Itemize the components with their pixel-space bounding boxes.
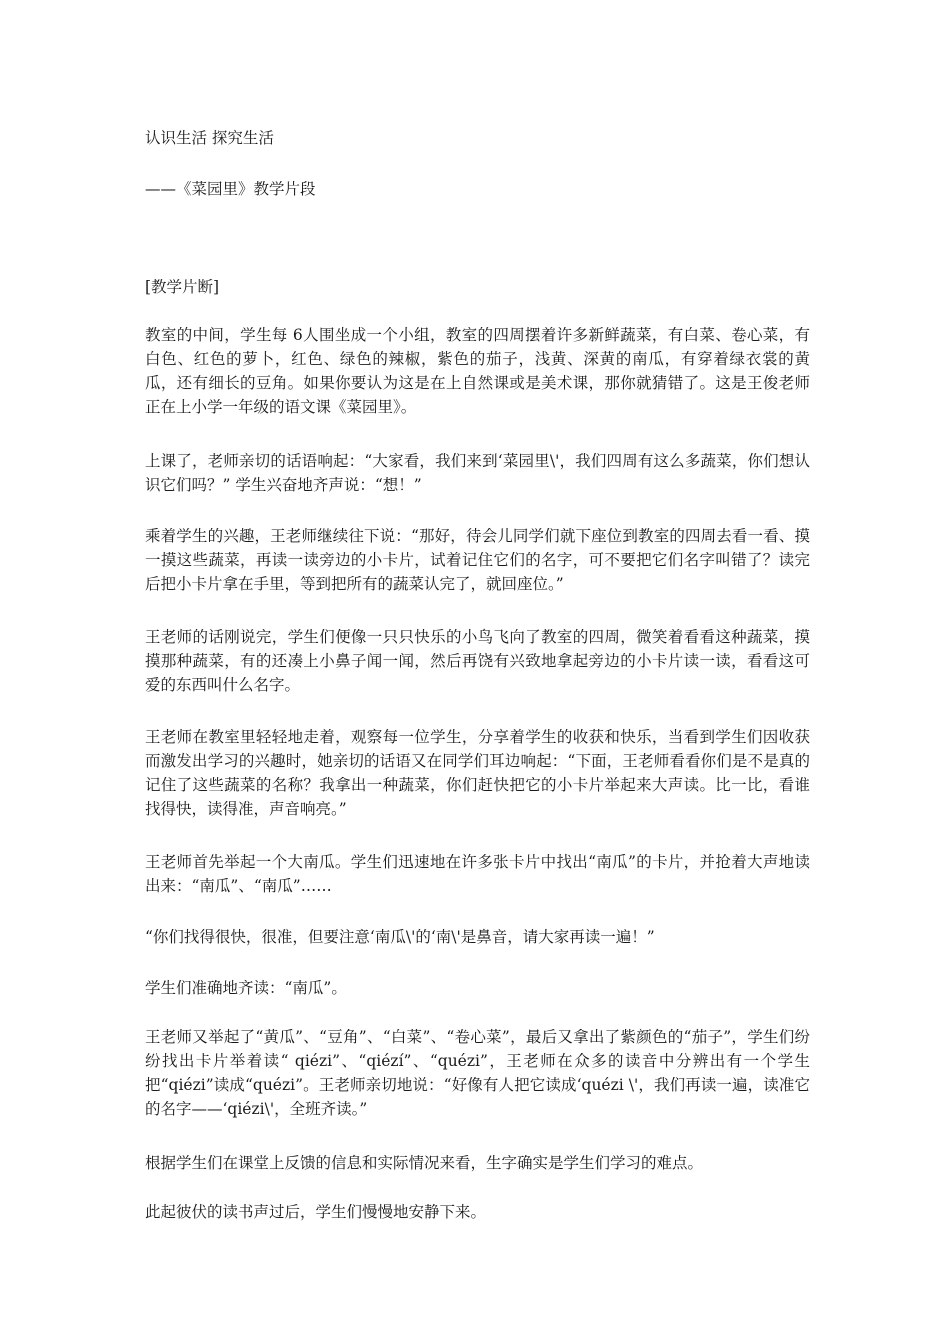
paragraph-7: “你们找得很快，很准，但要注意‘南瓜\'的‘南\'是鼻音，请大家再读一遍！” bbox=[145, 928, 655, 946]
paragraph-11: 此起彼伏的读书声过后，学生们慢慢地安静下来。 bbox=[145, 1203, 487, 1221]
document-subtitle: ——《菜园里》教学片段 bbox=[145, 180, 316, 198]
paragraph-9: 王老师又举起了“黄瓜”、“豆角”、“白菜”、“卷心菜”，最后又拿出了紫颜色的“茄子”，学生们纷纷找出卡片举着读“ qiézi”、“qiézí”、“quézi”，王老师在众多的读音中分辨出有一个学生把“qiézi”读成“quézi”。王老师亲切地说：“好像有人把它读成‘quézi \'，我们再读一遍，读准它的名字——‘qiézi\'，全班齐读。” bbox=[145, 1028, 810, 1118]
paragraph-4: 王老师的话刚说完，学生们便像一只只快乐的小鸟飞向了教室的四周，微笑着看看这种蔬菜，摸摸那种蔬菜，有的还凑上小鼻子闻一闻，然后再饶有兴致地拿起旁边的小卡片读一读，看看这可爱的东西叫什么名字。 bbox=[145, 628, 810, 694]
paragraph-6: 王老师首先举起一个大南瓜。学生们迅速地在许多张卡片中找出“南瓜”的卡片，并抢着大声地读出来：“南瓜”、“南瓜”…… bbox=[145, 853, 810, 895]
paragraph-5: 王老师在教室里轻轻地走着，观察每一位学生，分享着学生的收获和快乐，当看到学生们因收获而激发出学习的兴趣时，她亲切的话语又在同学们耳边响起：“下面，王老师看看你们是不是真的记住了这些蔬菜的名称？我拿出一种蔬菜，你们赶快把它的小卡片举起来大声读。比一比，看谁找得快，读得准，声音响亮。” bbox=[145, 728, 810, 818]
section-label: [教学片断] bbox=[145, 278, 220, 296]
paragraph-1: 教室的中间，学生每 6人围坐成一个小组，教室的四周摆着许多新鲜蔬菜，有白菜、卷心菜，有白色、红色的萝卜，红色、绿色的辣椒，紫色的茄子，浅黄、深黄的南瓜，有穿着绿衣裳的黄瓜，还有细长的豆角。如果你要认为这是在上自然课或是美术课，那你就猜错了。这是王俊老师正在上小学一年级的语文课《菜园里》。 bbox=[145, 326, 810, 416]
paragraph-2: 上课了，老师亲切的话语响起：“大家看，我们来到‘菜园里\'，我们四周有这么多蔬菜，你们想认识它们吗？” 学生兴奋地齐声说：“想！” bbox=[145, 452, 810, 494]
paragraph-3: 乘着学生的兴趣，王老师继续往下说：“那好，待会儿同学们就下座位到教室的四周去看一看、摸一摸这些蔬菜，再读一读旁边的小卡片，试着记住它们的名字，可不要把它们名字叫错了？读完后把小卡片拿在手里，等到把所有的蔬菜认完了，就回座位。” bbox=[145, 527, 810, 593]
paragraph-10: 根据学生们在课堂上反馈的信息和实际情况来看，生字确实是学生们学习的难点。 bbox=[145, 1154, 704, 1172]
paragraph-8: 学生们准确地齐读：“南瓜”。 bbox=[145, 979, 347, 997]
document-title: 认识生活 探究生活 bbox=[145, 129, 274, 147]
